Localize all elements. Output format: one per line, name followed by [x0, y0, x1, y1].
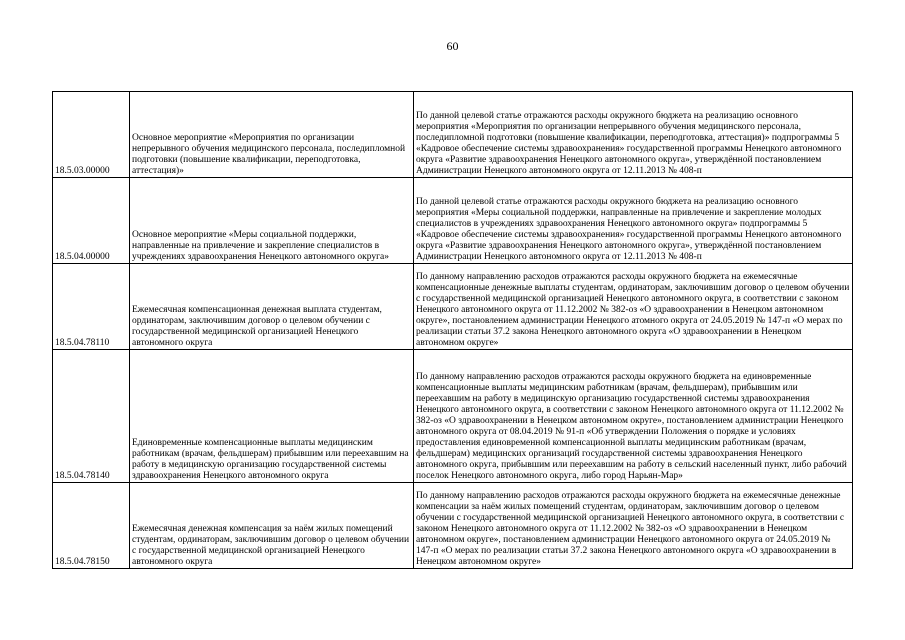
- table-row: [53, 178, 853, 264]
- row-code: 18.5.03.00000: [53, 92, 130, 178]
- table-row: [53, 264, 853, 350]
- row-name: Ежемесячная компенсационная денежная выплата студентам, ординаторам, заключившим договор о целевом обучении с государственной медицинской организацией Ненецкого автономного округа: [130, 264, 414, 350]
- row-description: По данной целевой статье отражаются расходы окружного бюджета на реализацию основного мероприятия «Меры социальной поддержки, направленные на привлечение и закрепление молодых специалистов в учреждениях здравоохранения Ненецкого автономного округа» подпрограммы 5 «Кадровое обеспечение системы здравоохранения» государственной программы Ненецкого автономного округа «Развитие здравоохранения Ненецкого автономного округа», утверждённой постановлением Администрации Ненецкого автономного округа от 12.11.2013 № 408-п: [414, 178, 853, 264]
- budget-classification-table: [52, 91, 853, 569]
- row-code: 18.5.04.78140: [53, 350, 130, 483]
- row-name: Единовременные компенсационные выплаты медицинским работникам (врачам, фельдшерам) прибывшим или переехавшим на работу в медицинскую организацию государственной системы здравоохранения Ненецкого автономного округа: [130, 350, 414, 483]
- page-number: 60: [446, 39, 459, 53]
- row-code: 18.5.04.78150: [53, 483, 130, 569]
- row-description: По данной целевой статье отражаются расходы окружного бюджета на реализацию основного мероприятия «Мероприятия по организации непрерывного обучения медицинского персонала, последипломной подготовки (повышение квалификации, переподготовка, аттестация)» подпрограммы 5 «Кадровое обеспечение системы здравоохранения» государственной программы Ненецкого автономного округа «Развитие здравоохранения Ненецкого автономного округа», утверждённой постановлением Администрации Ненецкого автономного округа от 12.11.2013 № 408-п: [414, 92, 853, 178]
- table-row: [53, 92, 853, 178]
- row-description: По данному направлению расходов отражаются расходы окружного бюджета на ежемесячные денежные компенсации за наём жилых помещений студентам, ординаторам, заключившим договор о целевом обучении с государственной медицинской организацией Ненецкого автономного округа, в соответствии с законом Ненецкого автономного округа от 11.12.2002 № 382-оз «О здравоохранении в Ненецком автономном округе», постановлением администрации Ненецкого автономного округа от 24.05.2019 № 147-п «О мерах по реализации статьи 37.2 закона Ненецкого автономного округа «О здравоохранении в Ненецком автономном округе»: [414, 483, 853, 569]
- row-description: По данному направлению расходов отражаются расходы окружного бюджета на ежемесячные компенсационные денежные выплаты студентам, ординаторам, заключившим договор о целевом обучении с государственной медицинской организацией Ненецкого автономного округа, в соответствии с законом Ненецкого автономного округа от 11.12.2002 № 382-оз «О здравоохранении в Ненецком автономном округе», постановлением администрации Ненецкого атомного округа от 24.05.2019 № 147-п «О мерах по реализации статьи 37.2 закона Ненецкого автономного округа «О здравоохранении в Ненецком автономном округе»: [414, 264, 853, 350]
- row-name: Основное мероприятие «Мероприятия по организации непрерывного обучения медицинского персонала, последипломной подготовки (повышение квалификации, переподготовка, аттестация)»: [130, 92, 414, 178]
- row-code: 18.5.04.00000: [53, 178, 130, 264]
- row-name: Ежемесячная денежная компенсация за наём жилых помещений студентам, ординаторам, заключившим договор о целевом обучении с государственной медицинской организацией Ненецкого автономного округа: [130, 483, 414, 569]
- row-description: По данному направлению расходов отражаются расходы окружного бюджета на единовременные компенсационные выплаты медицинским работникам (врачам, фельдшерам), прибывшим или переехавшим на работу в медицинскую организацию государственной системы здравоохранения Ненецкого автономного округа, в соответствии с законом Ненецкого автономного округа от 11.12.2002 № 382-оз «О здравоохранении в Ненецком автономном округе», постановлением администрации Ненецкого автономного округа от 08.04.2019 № 91-п «Об утверждении Положения о порядке и условиях предоставления единовременной компенсационной выплаты медицинским работникам (врачам, фельдшерам) медицинских организаций государственной системы здравоохранения Ненецкого автономного округа, прибывшим или переехавшим на работу в сельский населенный пункт, либо рабочий поселок Ненецкого автономного округа, либо город Нарьян-Мар»: [414, 350, 853, 483]
- row-name: Основное мероприятие «Меры социальной поддержки, направленные на привлечение и закрепление специалистов в учреждениях здравоохранения Ненецкого автономного округа»: [130, 178, 414, 264]
- table-row: [53, 483, 853, 569]
- table-row: [53, 350, 853, 483]
- row-code: 18.5.04.78110: [53, 264, 130, 350]
